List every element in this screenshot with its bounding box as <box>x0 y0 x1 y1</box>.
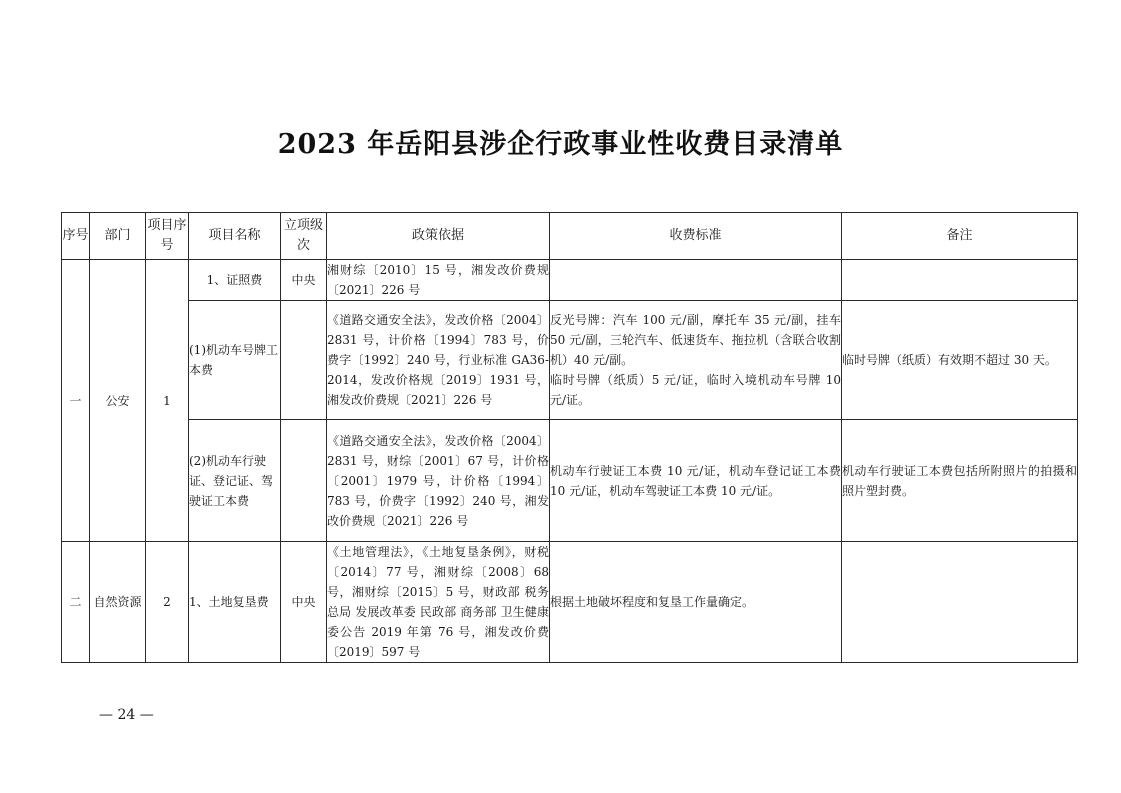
group-item-seq: 1 <box>146 260 189 542</box>
item-name: 1、土地复垦费 <box>189 542 281 663</box>
header-standard: 收费标准 <box>550 213 842 260</box>
item-name: 1、证照费 <box>189 260 281 301</box>
group-dept: 公安 <box>90 260 146 542</box>
item-basis: 《道路交通安全法》，发改价格〔2004〕2831 号，计价格〔1994〕783 号，价费字〔1992〕240 号，行业标准 GA36-2014，发改价格规〔2019〕1931 号，湘发改价费规〔2021〕226 号 <box>327 301 550 420</box>
standard-line: 临时号牌（纸质）5 元/证，临时入境机动车号牌 10 元/证。 <box>550 373 841 407</box>
table-row <box>62 301 1078 420</box>
standard-line: 反光号牌：汽车 100 元/副，摩托车 35 元/副，挂车 50 元/副，三轮汽车、低速货车、拖拉机（含联合收割机）40 元/副。 <box>550 313 841 367</box>
header-item-name: 项目名称 <box>189 213 281 260</box>
item-basis: 《道路交通安全法》，发改价格〔2004〕2831 号，财综〔2001〕67 号，计价格〔2001〕1979 号，计价格〔1994〕783 号，价费字〔1992〕240 号，湘发改价费规〔2021〕226 号 <box>327 420 550 542</box>
table-row <box>62 420 1078 542</box>
document-title: 2023 年岳阳县涉企行政事业性收费目录清单 <box>277 129 844 160</box>
item-standard <box>550 260 842 301</box>
item-level <box>281 420 327 542</box>
header-level: 立项级次 <box>281 213 327 260</box>
header-dept: 部门 <box>90 213 146 260</box>
header-row <box>62 213 1078 260</box>
page-number: — 24 — <box>99 707 154 723</box>
header-seq: 序号 <box>62 213 90 260</box>
item-remark: 临时号牌（纸质）有效期不超过 30 天。 <box>842 301 1078 420</box>
item-remark <box>842 542 1078 663</box>
header-item-seq: 项目序号 <box>146 213 189 260</box>
header-remark: 备注 <box>842 213 1078 260</box>
item-basis: 《土地管理法》，《土地复垦条例》，财税〔2014〕77 号，湘财综〔2008〕68 号，湘财综〔2015〕5 号，财政部 税务总局 发展改革委 民政部 商务部 卫生健康委公告 2019 年第 76 号，湘发改价费〔2019〕597 号 <box>327 542 550 663</box>
item-standard: 根据土地破坏程度和复垦工作量确定。 <box>550 542 842 663</box>
table-row <box>62 260 1078 301</box>
item-level <box>281 301 327 420</box>
item-level: 中央 <box>281 542 327 663</box>
item-remark <box>842 260 1078 301</box>
header-basis: 政策依据 <box>327 213 550 260</box>
item-standard <box>550 301 842 420</box>
item-remark: 机动车行驶证工本费包括所附照片的拍摄和照片塑封费。 <box>842 420 1078 542</box>
group-dept: 自然资源 <box>90 542 146 663</box>
group-item-seq: 2 <box>146 542 189 663</box>
group-seq: 一 <box>62 260 90 542</box>
item-standard: 机动车行驶证工本费 10 元/证，机动车登记证工本费 10 元/证，机动车驾驶证工本费 10 元/证。 <box>550 420 842 542</box>
item-name: (1)机动车号牌工本费 <box>189 301 281 420</box>
fee-catalog-table <box>61 212 1078 663</box>
item-level: 中央 <box>281 260 327 301</box>
item-name: (2)机动车行驶证、登记证、驾驶证工本费 <box>189 420 281 542</box>
group-seq: 二 <box>62 542 90 663</box>
item-basis: 湘财综〔2010〕15 号，湘发改价费规〔2021〕226 号 <box>327 260 550 301</box>
table-row <box>62 542 1078 663</box>
